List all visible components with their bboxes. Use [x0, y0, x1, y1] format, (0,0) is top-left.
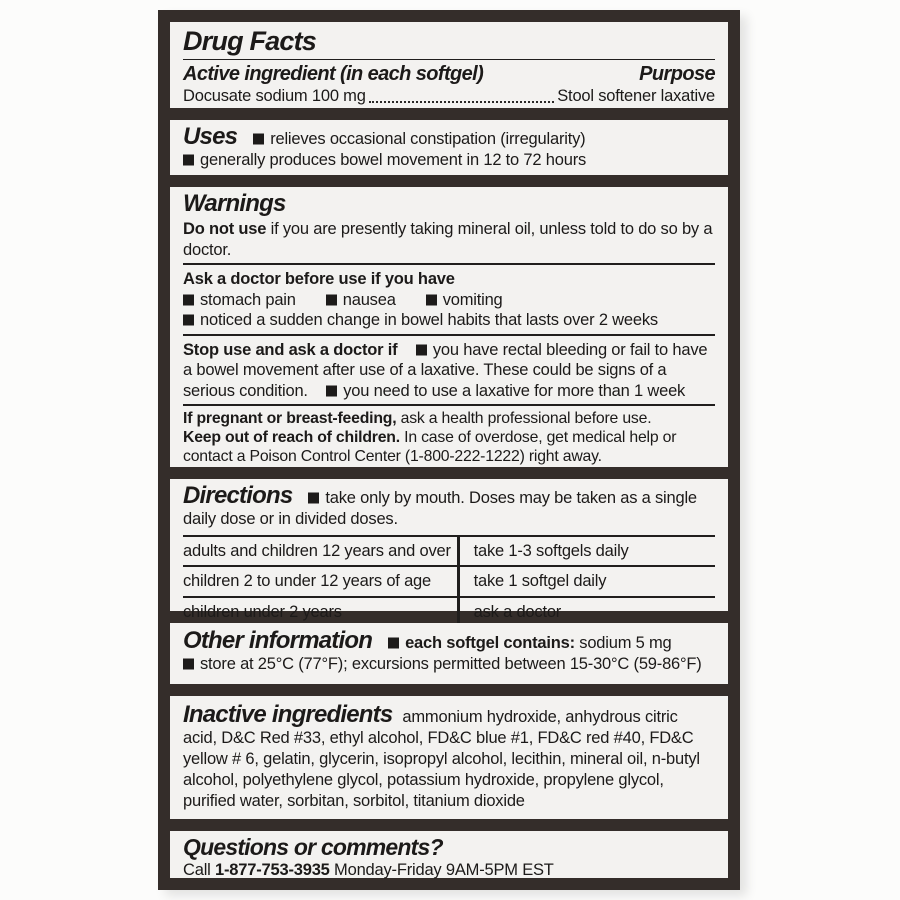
- uses-line2: [183, 150, 715, 170]
- bullet-square-icon: [183, 294, 194, 305]
- bullet-square-icon: [426, 294, 437, 305]
- do-not-use-lead: Do not use: [183, 220, 267, 239]
- bullet-square-icon: [183, 659, 194, 670]
- section-questions: [170, 831, 728, 878]
- drug-facts-title: Drug Facts: [183, 26, 317, 56]
- inactive-ingredients-heading: Inactive ingredients: [183, 701, 393, 728]
- phone-number: 1-877-753-3935: [215, 861, 330, 880]
- dosage-amount: ask a doctor: [473, 602, 562, 621]
- divider: [183, 263, 715, 265]
- ask-doctor-heading: Ask a doctor before use if you have: [183, 270, 455, 289]
- section-inactive-ingredients: [170, 696, 728, 819]
- dosage-table: [183, 535, 715, 626]
- divider: [183, 404, 715, 406]
- symptom-nausea: nausea: [342, 290, 396, 309]
- table-row: [183, 596, 715, 626]
- drug-facts-label: [158, 10, 740, 890]
- keep-out-lead: Keep out of reach of children.: [183, 428, 400, 446]
- inactive-ingredients-paragraph: [183, 702, 715, 812]
- section-uses: [170, 120, 728, 175]
- active-ingredient-name: Docusate sodium 100 mg: [183, 86, 366, 105]
- ask-doctor-heading-line: [183, 269, 715, 289]
- do-not-use-paragraph: [183, 219, 715, 260]
- other-info-line2: [183, 654, 715, 674]
- uses-heading: Uses: [183, 123, 238, 150]
- section-active-ingredient: [170, 22, 728, 108]
- other-info-line1: [183, 628, 715, 654]
- section-directions: [170, 479, 728, 621]
- uses-bullet2: generally produces bowel movement in 12 to 72 hours: [200, 151, 587, 170]
- do-not-use-text: if you are presently taking mineral oil, unless told to do so by a doctor.: [183, 220, 713, 259]
- symptom-bullet2: noticed a sudden change in bowel habits that lasts over 2 weeks: [200, 311, 658, 330]
- warnings-heading: Warnings: [183, 190, 286, 217]
- bullet-square-icon: [183, 315, 194, 326]
- stop-use-bullet2: you need to use a laxative for more than 1 week: [343, 381, 686, 400]
- bullet-square-icon: [326, 385, 337, 396]
- table-row: [183, 535, 715, 565]
- other-information-heading: Other information: [183, 627, 373, 654]
- active-ingredient-heading: Active ingredient (in each softgel): [183, 62, 484, 85]
- dotted-leader: [369, 101, 555, 103]
- bullet-square-icon: [183, 155, 194, 166]
- dosage-amount: take 1-3 softgels daily: [473, 541, 629, 560]
- directions-intro-text: take only by mouth. Doses may be taken as a single daily dose or in divided doses.: [183, 489, 697, 529]
- section-warnings: [170, 187, 728, 467]
- divider: [183, 334, 715, 336]
- call-line: [183, 860, 715, 880]
- pregnant-lead: If pregnant or breast-feeding,: [183, 410, 397, 428]
- divider: [183, 59, 715, 60]
- keep-out-text: In case of overdose, get medical help or contact a Poison Control Center (1-800-222-1222) right away.: [183, 428, 677, 465]
- purpose-heading: Purpose: [639, 62, 715, 85]
- stop-use-bullet1: you have rectal bleeding or fail to have a bowel movement after use of a laxative. These could be signs of a serious condition.: [183, 340, 708, 400]
- symptom-bullets-row: [183, 290, 715, 310]
- directions-heading: Directions: [183, 482, 293, 509]
- uses-line1: [183, 124, 715, 150]
- bullet-square-icon: [416, 344, 427, 355]
- call-lead: Call: [183, 861, 211, 880]
- pregnant-text: ask a health professional before use.: [396, 410, 652, 428]
- dosage-group: children 2 to under 12 years of age: [183, 567, 460, 595]
- softgel-contains-text: sodium 5 mg: [574, 634, 672, 652]
- call-rest: Monday-Friday 9AM-5PM EST: [334, 861, 554, 880]
- active-ingredient-purpose: Stool softener laxative: [557, 86, 715, 105]
- dosage-group: children under 2 years: [183, 598, 460, 626]
- active-ingredient-header-row: [183, 63, 715, 86]
- bullet-square-icon: [308, 493, 319, 504]
- pregnancy-overdose-paragraph: [183, 410, 715, 467]
- stop-use-paragraph: [183, 340, 715, 401]
- symptom-bullet2-line: [183, 310, 715, 330]
- stop-use-lead: Stop use and ask a doctor if: [183, 340, 398, 359]
- bullet-square-icon: [388, 638, 399, 649]
- questions-heading: Questions or comments?: [183, 834, 443, 860]
- table-row: [183, 565, 715, 595]
- directions-intro: [183, 483, 715, 530]
- symptom-vomiting: vomiting: [442, 290, 503, 309]
- bullet-square-icon: [253, 134, 264, 145]
- dosage-group: adults and children 12 years and over: [183, 537, 460, 565]
- bullet-square-icon: [326, 294, 337, 305]
- section-other-information: [170, 623, 728, 684]
- active-ingredient-row: [183, 86, 715, 106]
- symptom-stomach-pain: stomach pain: [200, 290, 296, 309]
- dosage-amount: take 1 softgel daily: [473, 572, 607, 591]
- storage-text: store at 25°C (77°F); excursions permitted between 15-30°C (59-86°F): [200, 655, 702, 674]
- softgel-contains-lead: each softgel contains:: [405, 634, 575, 652]
- uses-bullet1: relieves occasional constipation (irregularity): [270, 130, 586, 148]
- inactive-ingredients-text: ammonium hydroxide, anhydrous citric acid, D&C Red #33, ethyl alcohol, FD&C blue #1, FD&C red #40, FD&C yellow # 6, gelatin, glycerin, isopropyl alcohol, lecithin, mineral oil, n-butyl alcohol, polyethylene glycol, potassium hydroxide, propylene glycol, purified water, sorbitan, sorbitol, titanium dioxide: [183, 708, 700, 810]
